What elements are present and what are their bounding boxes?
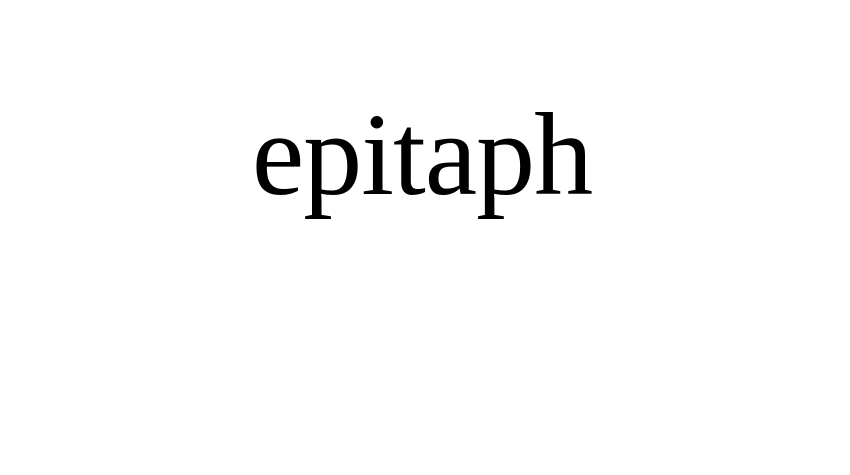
word-text: epitaph [251,89,593,220]
